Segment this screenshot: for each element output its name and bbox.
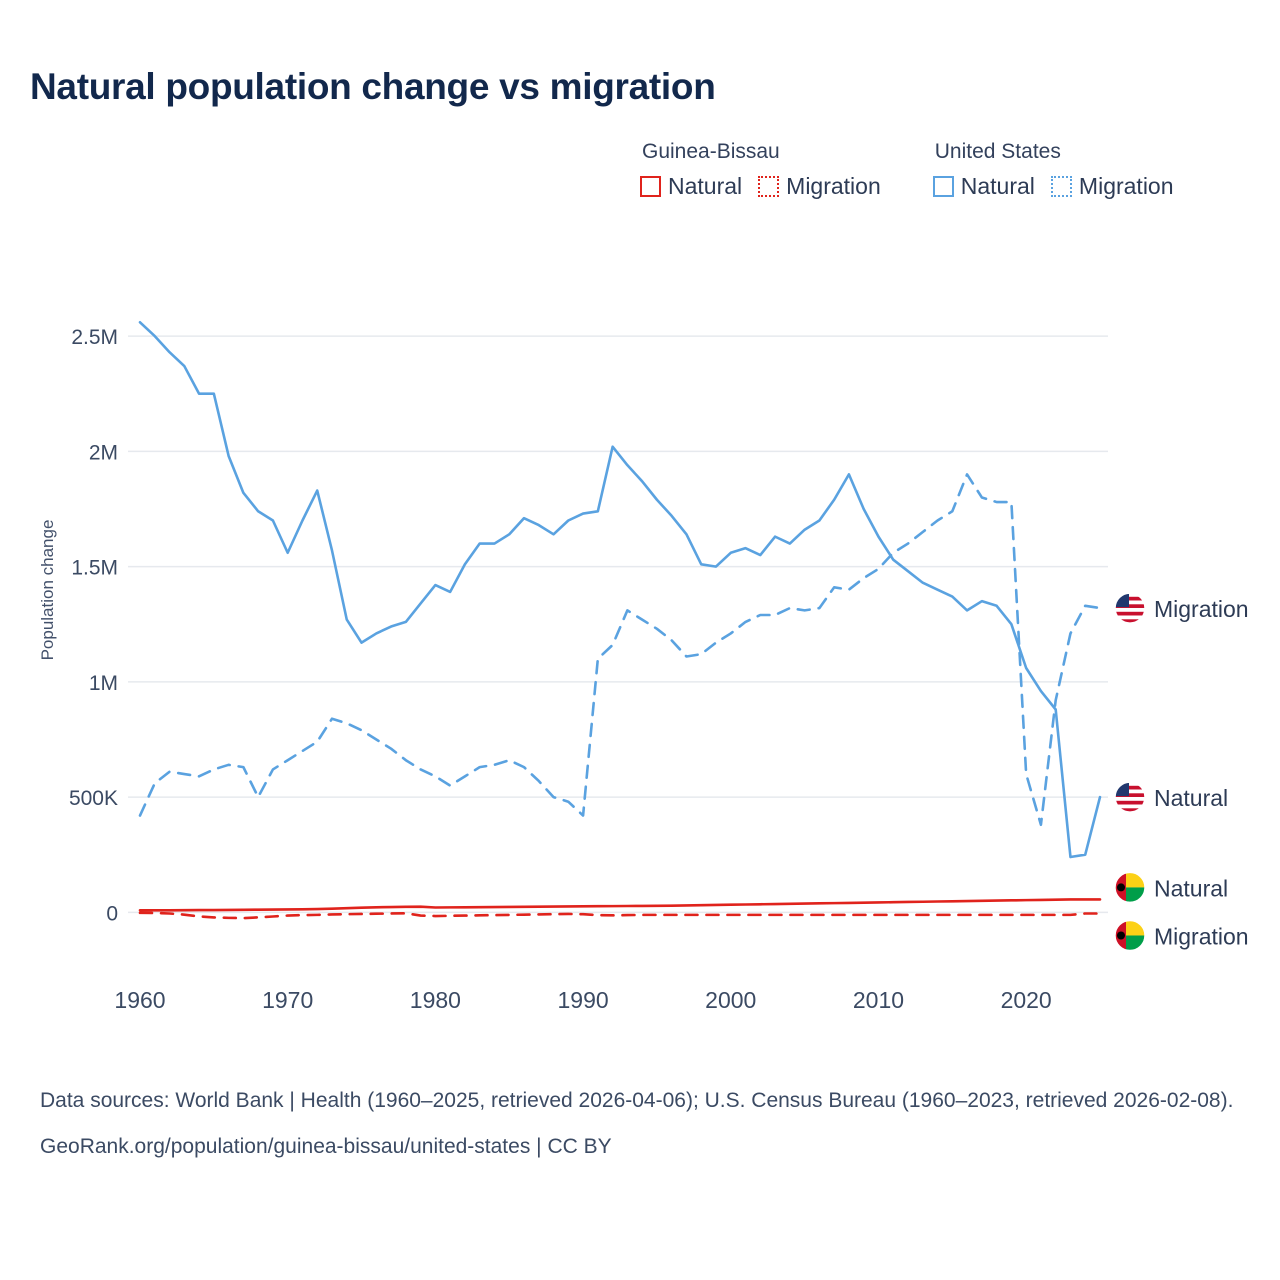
legend-group-united-states (933, 140, 1174, 200)
legend-entry-label: Migration (1078, 173, 1174, 199)
legend-country-label: Guinea-Bissau (642, 140, 780, 163)
series-line (140, 474, 1100, 824)
series-line (140, 913, 1100, 918)
legend-swatch-solid-icon (640, 176, 661, 197)
series-line (140, 322, 1100, 857)
series-label-text: Migration (1154, 923, 1249, 950)
y-tick-label: 500K (68, 787, 118, 811)
legend-group-guinea-bissau (640, 140, 881, 200)
y-tick-label: 2.5M (71, 326, 118, 350)
attribution-text: GeoRank.org/population/guinea-bissau/united-states | CC BY (40, 1134, 612, 1158)
legend-entry-us-migration[interactable] (1051, 173, 1174, 200)
legend (640, 140, 1174, 200)
legend-entry-us-natural[interactable] (933, 173, 1035, 200)
x-tick-label: 1970 (262, 987, 314, 1013)
legend-entry-gb-migration[interactable] (758, 173, 881, 200)
legend-entry-label: Natural (668, 173, 743, 199)
plot-area (0, 250, 1280, 1050)
gb-natural-label (1115, 872, 1228, 902)
y-tick-label: 1M (88, 671, 118, 695)
legend-swatch-dotted-icon (1051, 176, 1072, 197)
gb-migration-label (1115, 920, 1249, 950)
x-tick-label: 1980 (409, 987, 461, 1013)
series-label-text: Natural (1154, 875, 1229, 902)
legend-country-label: United States (934, 140, 1061, 163)
x-tick-label: 2010 (852, 987, 905, 1013)
us-natural-label (1115, 782, 1228, 812)
legend-swatch-dotted-icon (758, 176, 779, 197)
x-tick-label: 2000 (705, 987, 757, 1013)
legend-swatch-solid-icon (933, 176, 954, 197)
line-chart (0, 250, 1280, 1050)
y-axis-title: Population change (38, 519, 57, 661)
x-tick-label: 2020 (1000, 987, 1052, 1013)
data-sources-text: Data sources: World Bank | Health (1960–2025, retrieved 2026-04-06); U.S. Census Bureau (1960–2023, retrieved 2026-02-08). (40, 1089, 1234, 1112)
y-tick-label: 1.5M (71, 556, 118, 580)
series-label-text: Natural (1154, 785, 1229, 812)
series-line (140, 899, 1100, 910)
y-tick-label: 2M (88, 441, 118, 465)
footer (40, 1085, 1250, 1163)
legend-entries (640, 173, 881, 200)
legend-entry-label: Natural (960, 173, 1035, 199)
y-tick-label: 0 (106, 902, 118, 926)
us-migration-label (1115, 593, 1249, 623)
legend-entries (933, 173, 1174, 200)
page-title: Natural population change vs migration (30, 66, 716, 107)
series-label-text: Migration (1154, 596, 1249, 623)
legend-entry-gb-natural[interactable] (640, 173, 742, 200)
x-tick-label: 1960 (114, 987, 166, 1013)
legend-entry-label: Migration (786, 173, 881, 199)
x-tick-label: 1990 (557, 987, 609, 1013)
